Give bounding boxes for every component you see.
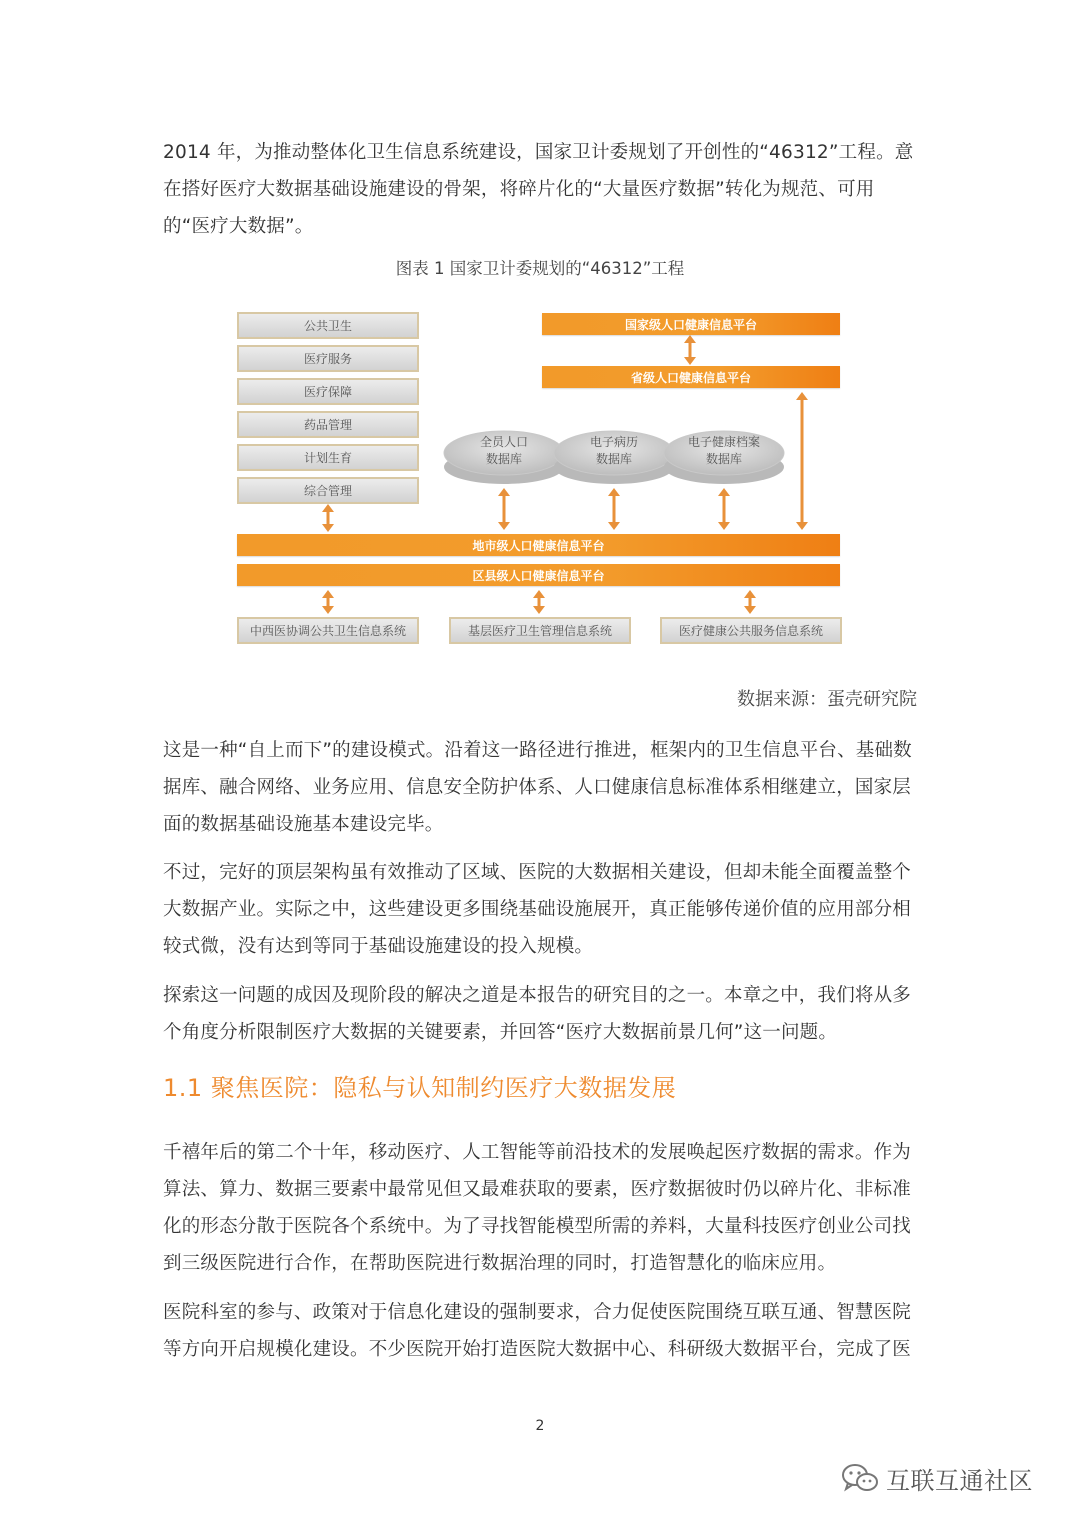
database-label-line1: 电子病历: [589, 435, 638, 449]
database-label-line1: 全员人口: [479, 435, 528, 449]
body-paragraph-6: 医院科室的参与、政策对于信息化建设的强制要求，合力促使医院围绕互联互通、智慧医院等方向开启规模化建设。不少医院开始打造医院大数据中心、科研级大数据平台，完成了医: [163, 1302, 912, 1360]
business-box-drug-management: 药品管理: [237, 411, 419, 438]
city-platform-bar: 地市级人口健康信息平台: [237, 534, 840, 556]
database-label-emr: [566, 434, 662, 468]
business-box-public-health: 公共卫生: [237, 312, 419, 339]
business-box-medical-insurance: 医疗保障: [237, 378, 419, 405]
body-paragraph-5: 千禧年后的第二个十年，移动医疗、人工智能等前沿技术的发展唤起医疗数据的需求。作为算法、算力、数据三要素中最常见但又最难获取的要素，医疗数据彼时仍以碎片化、非标准化的形态分散于医院各个系统中。为了寻找智能模型所需的养料，大量科技医疗创业公司找到三级医院进行合作，在帮助医院进行数据治理的同时，打造智慧化的临床应用。: [163, 1142, 912, 1274]
section-heading: 1.1 聚焦医院：隐私与认知制约医疗大数据发展: [163, 1074, 677, 1102]
bottom-system-primary-care: 基层医疗卫生管理信息系统: [449, 617, 631, 644]
database-label-line2: 数据库: [595, 452, 632, 466]
county-platform-bar: 区县级人口健康信息平台: [237, 564, 840, 586]
national-platform-bar: 国家级人口健康信息平台: [542, 313, 840, 335]
watermark: [840, 1458, 1033, 1498]
bottom-system-tcm-public-health: 中西医协调公共卫生信息系统: [237, 617, 419, 644]
body-paragraph-3: 不过，完好的顶层架构虽有效推动了区域、医院的大数据相关建设，但却未能全面覆盖整个大数据产业。实际之中，这些建设更多围绕基础设施展开，真正能够传递价值的应用部分相较式微，没有达到等同于基础设施建设的投入规模。: [163, 862, 912, 957]
46312-diagram: [232, 306, 844, 652]
figure-caption: 图表 1 国家卫计委规划的“46312”工程: [395, 259, 685, 278]
bottom-system-public-service: 医疗健康公共服务信息系统: [660, 617, 842, 644]
body-paragraph-2: 这是一种“自上而下”的建设模式。沿着这一路径进行推进，框架内的卫生信息平台、基础数据库、融合网络、业务应用、信息安全防护体系、人口健康信息标准体系相继建立，国家层面的数据基础设施基本建设完毕。: [163, 740, 912, 835]
page-number: 2: [535, 1418, 545, 1434]
figure-source: 数据来源：蛋壳研究院: [737, 689, 917, 710]
database-label-ehr: [676, 434, 772, 468]
business-box-medical-service: 医疗服务: [237, 345, 419, 372]
intro-paragraph: 2014 年，为推动整体化卫生信息系统建设，国家卫计委规划了开创性的“46312”工程。意在搭好医疗大数据基础设施建设的骨架，将碎片化的“大量医疗数据”转化为规范、可用的“医疗大数据”。: [163, 142, 914, 237]
provincial-platform-bar: 省级人口健康信息平台: [542, 366, 840, 388]
business-box-general-management: 综合管理: [237, 477, 419, 504]
watermark-text: 互联互通社区: [886, 1466, 1033, 1495]
body-paragraph-4: 探索这一问题的成因及现阶段的解决之道是本报告的研究目的之一。本章之中，我们将从多个角度分析限制医疗大数据的关键要素，并回答“医疗大数据前景几何”这一问题。: [163, 985, 912, 1043]
business-box-family-planning: 计划生育: [237, 444, 419, 471]
wechat-icon: [840, 1462, 880, 1494]
database-label-line2: 数据库: [485, 452, 522, 466]
database-label-line1: 电子健康档案: [687, 435, 760, 449]
database-label-line2: 数据库: [705, 452, 742, 466]
database-label-population: [456, 434, 552, 468]
